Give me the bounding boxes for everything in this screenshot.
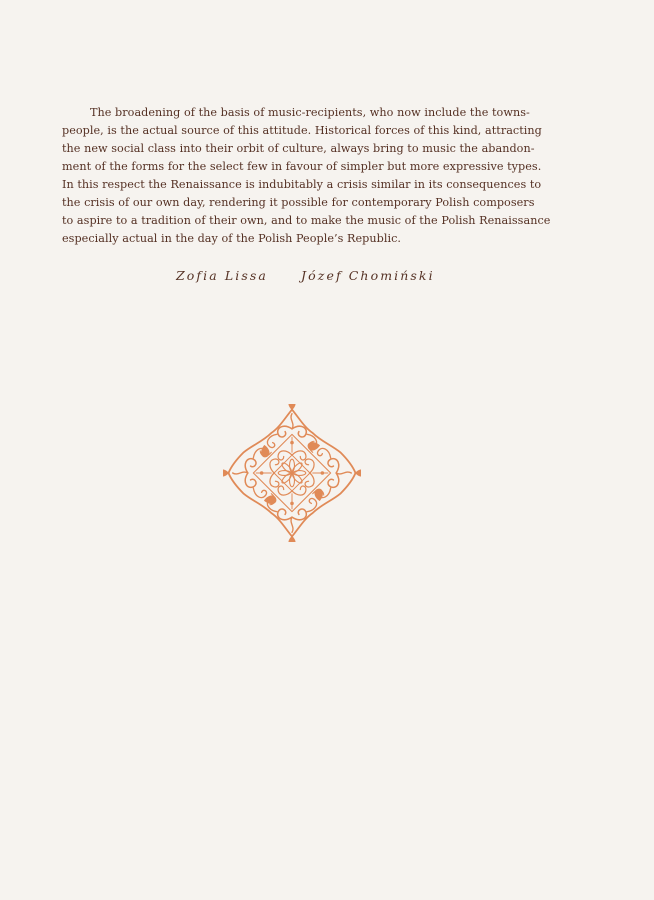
author-name: Józef Chomiński (301, 268, 435, 283)
paragraph-line: people, is the actual source of this attitude. Historical forces of this kind, attracting (62, 124, 542, 137)
paragraph-line: especially actual in the day of the Polish People’s Republic. (62, 232, 402, 245)
paragraph-line: to aspire to a tradition of their own, and to make the music of the Polish Renaissance (62, 214, 551, 227)
paragraph-line: ment of the forms for the select few in favour of simpler but more expressive types. (62, 160, 542, 173)
paragraph-line: In this respect the Renaissance is indubitably a crisis similar in its consequences to (62, 178, 542, 191)
paragraph-line: the crisis of our own day, rendering it possible for contemporary Polish composers (62, 196, 535, 209)
body-paragraph (62, 104, 551, 248)
paragraph-line: the new social class into their orbit of culture, always bring to music the abandon- (62, 142, 535, 155)
author-signatures (176, 268, 435, 283)
paragraph-line: The broadening of the basis of music-recipients, who now include the towns- (90, 106, 530, 119)
author-name: Zofia Lissa (176, 268, 268, 283)
floral-diamond-ornament-icon (223, 404, 361, 542)
